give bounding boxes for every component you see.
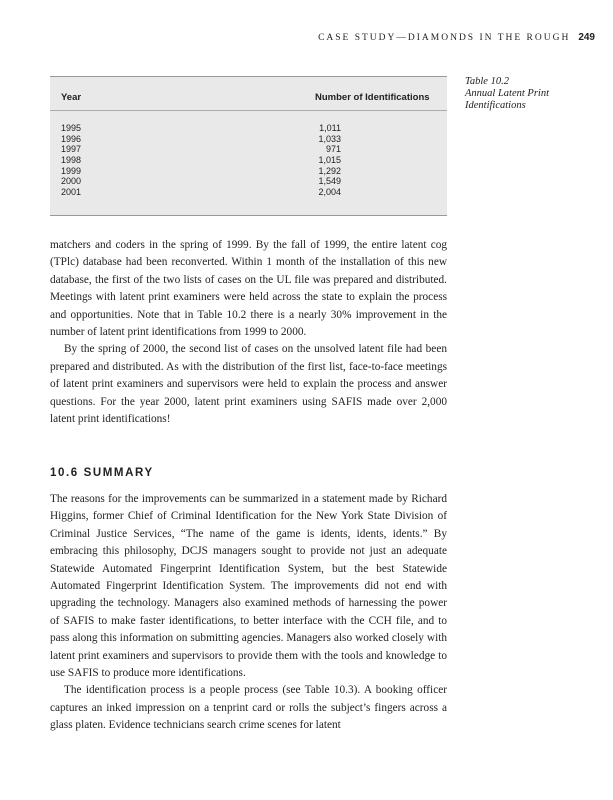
identifications-cell: 1,033 — [318, 133, 341, 144]
column-header-identifications: Number of Identifications — [315, 92, 430, 103]
paragraph: The reasons for the improvements can be summarized in a statement made by Richard Higgins, former Chief of Criminal Identification for the New York State Division of Criminal Justice Services, “The name of the game is idents, idents, idents.” By embracing this philosophy, DCJS managers sought to provide not just an adequate Statewide Automated Fingerprint Identification System, but the best Statewide Automated Fingerprint Identification System. The improvements did not end with upgrading the technology. Managers also examined methods of harnessing the power of SAFIS to make faster identifications, to better interface with the CCH file, and to pass along this information on submitting agencies. Managers also worked closely with latent print examiners and supervisors to provide them with the tools and knowledge to use SAFIS to produce more identifications. — [50, 493, 447, 680]
identifications-cell: 1,015 — [318, 155, 341, 166]
paragraph: The identification process is a people process (see Table 10.3). A booking officer captures an inked impression on a tenprint card or rolls the subject’s fingers across a glass platen. Evidence technicians search crime scenes for latent — [50, 684, 447, 732]
paragraph: By the spring of 2000, the second list of cases on the unsolved latent file had been prepared and distributed. As with the distribution of the first list, face-to-face meetings of latent print examiners and supervisors were held to explain the process and answer questions. For the year 2000, latent print examiners using SAFIS made over 2,000 latent print identifications! — [50, 343, 447, 426]
table-row — [50, 134, 447, 145]
running-title: CASE STUDY—DIAMONDS IN THE ROUGH — [318, 33, 571, 43]
year-cell: 1997 — [61, 144, 82, 155]
table-caption-title: Annual Latent Print Identifications — [465, 88, 549, 111]
year-cell: 1995 — [61, 123, 82, 133]
section-heading: 10.6 SUMMARY — [50, 467, 154, 479]
paragraph: matchers and coders in the spring of 1999. By the fall of 1999, the entire latent cog (TPlc) database had been reconverted. Within 1 month of the installation of this new database, the first of the two lists of cases on the UL file was prepared and distributed. Meetings with latent print examiners were held across the state to explain the process and opportunities. Note that in Table 10.2 there is a nearly 30% improvement in the number of latent print identifications from 1999 to 2000. — [50, 239, 447, 339]
identifications-cell: 1,549 — [318, 176, 341, 187]
table-row — [50, 144, 447, 155]
identifications-cell: 971 — [325, 144, 341, 155]
page-number: 249 — [578, 32, 595, 43]
column-header-year: Year — [61, 92, 82, 103]
year-cell: 1998 — [61, 155, 82, 166]
table-caption — [465, 76, 585, 112]
identifications-table — [50, 76, 447, 216]
year-cell: 2001 — [61, 187, 82, 198]
table-header-rule — [50, 110, 447, 111]
identifications-cell: 1,011 — [319, 123, 341, 133]
table-row — [50, 155, 447, 166]
table-body — [50, 123, 447, 198]
table-caption-number: Table 10.2 — [465, 76, 509, 87]
year-cell: 1996 — [61, 133, 82, 144]
identifications-cell: 2,004 — [318, 187, 341, 198]
table-row — [50, 123, 447, 134]
year-cell: 2000 — [61, 176, 82, 187]
body-text-lower — [50, 491, 447, 735]
body-text-upper — [50, 237, 447, 428]
table-row — [50, 187, 447, 198]
running-head — [318, 32, 595, 43]
table-row — [50, 166, 447, 177]
identifications-cell: 1,292 — [318, 165, 341, 176]
year-cell: 1999 — [61, 165, 82, 176]
table-row — [50, 176, 447, 187]
